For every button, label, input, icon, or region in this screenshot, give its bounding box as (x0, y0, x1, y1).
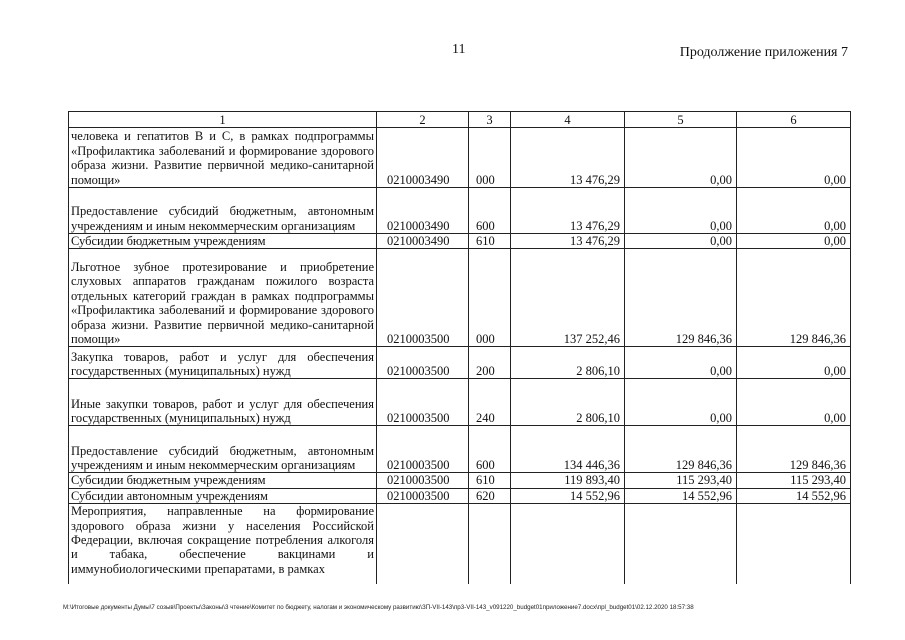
column-header: 3 (469, 112, 511, 128)
row-code: 0210003490 (377, 234, 469, 249)
table-row (69, 488, 851, 503)
row-value-col6: 14 552,96 (737, 488, 851, 503)
table-row (69, 426, 851, 473)
table-row (69, 504, 851, 584)
row-name: Мероприятия, направленные на формирование здорового образа жизни у населения Российской Федерации, включая сокращение потребления алкоголя и табака, обеспечение вакцинами и иммунобиологическими препаратами, в рамках (69, 504, 377, 584)
row-type: 610 (469, 473, 511, 488)
row-value-col6: 0,00 (737, 188, 851, 234)
row-value-col6: 129 846,36 (737, 249, 851, 347)
table-header-row (69, 112, 851, 128)
row-name: Льготное зубное протезирование и приобретение слуховых аппаратов гражданам пожилого возраста отдельных категорий граждан в рамках подпрограммы «Профилактика заболеваний и формирование здорового образа жизни. Развитие первичной медико-санитарной помощи» (69, 249, 377, 347)
row-value-col6: 129 846,36 (737, 426, 851, 473)
row-name: Закупка товаров, работ и услуг для обеспечения государственных (муниципальных) нужд (69, 347, 377, 379)
column-header: 5 (625, 112, 737, 128)
budget-table (68, 111, 851, 584)
row-value-col5: 0,00 (625, 188, 737, 234)
row-code: 0210003500 (377, 473, 469, 488)
row-value-col5: 0,00 (625, 379, 737, 426)
column-header: 6 (737, 112, 851, 128)
row-type: 620 (469, 488, 511, 503)
row-code: 0210003500 (377, 488, 469, 503)
column-header: 2 (377, 112, 469, 128)
table-row (69, 188, 851, 234)
page-number: 11 (452, 42, 466, 57)
table-row (69, 128, 851, 188)
row-value-col4: 13 476,29 (511, 188, 625, 234)
row-value-col6: 0,00 (737, 379, 851, 426)
column-header: 1 (69, 112, 377, 128)
row-value-col5: 14 552,96 (625, 488, 737, 503)
row-value-col6 (737, 504, 851, 584)
row-type: 240 (469, 379, 511, 426)
row-name: Субсидии автономным учреждениям (69, 488, 377, 503)
document-path-footer: M:\Итоговые документы Думы\7 созыв\Проекты\Законы\3 чтение\Комитет по бюджету, налогам и экономическому развитию\ЗП-VII-143\пр3-VII-143_v091220_budget01приложение7.docx\прl_budget01\02.12.2020 18:57:38 (63, 604, 694, 611)
table-row (69, 347, 851, 379)
row-name: Предоставление субсидий бюджетным, автономным учреждениям и иным некоммерческим организациям (69, 426, 377, 473)
row-type: 000 (469, 249, 511, 347)
row-value-col4: 2 806,10 (511, 379, 625, 426)
table-row (69, 473, 851, 488)
row-value-col4: 14 552,96 (511, 488, 625, 503)
row-value-col4: 134 446,36 (511, 426, 625, 473)
table-row (69, 379, 851, 426)
row-value-col5: 129 846,36 (625, 426, 737, 473)
row-value-col4: 13 476,29 (511, 128, 625, 188)
row-value-col6: 0,00 (737, 347, 851, 379)
row-code: 0210003490 (377, 188, 469, 234)
table-row (69, 249, 851, 347)
row-type: 200 (469, 347, 511, 379)
row-value-col5 (625, 504, 737, 584)
row-code: 0210003500 (377, 379, 469, 426)
row-code (377, 504, 469, 584)
row-name: Субсидии бюджетным учреждениям (69, 234, 377, 249)
row-name: Иные закупки товаров, работ и услуг для обеспечения государственных (муниципальных) нужд (69, 379, 377, 426)
row-value-col4: 137 252,46 (511, 249, 625, 347)
row-type: 000 (469, 128, 511, 188)
row-value-col6: 0,00 (737, 128, 851, 188)
row-value-col5: 129 846,36 (625, 249, 737, 347)
row-value-col4: 13 476,29 (511, 234, 625, 249)
column-header: 4 (511, 112, 625, 128)
row-value-col6: 0,00 (737, 234, 851, 249)
continuation-label: Продолжение приложения 7 (679, 45, 848, 60)
row-code: 0210003500 (377, 347, 469, 379)
row-value-col6: 115 293,40 (737, 473, 851, 488)
row-value-col5: 0,00 (625, 128, 737, 188)
row-type: 600 (469, 188, 511, 234)
row-name: человека и гепатитов В и С, в рамках подпрограммы «Профилактика заболеваний и формирование здорового образа жизни. Развитие первичной медико-санитарной помощи» (69, 128, 377, 188)
row-value-col5: 115 293,40 (625, 473, 737, 488)
table-row (69, 234, 851, 249)
row-value-col5: 0,00 (625, 234, 737, 249)
row-value-col4: 119 893,40 (511, 473, 625, 488)
row-value-col4 (511, 504, 625, 584)
row-code: 0210003500 (377, 426, 469, 473)
row-code: 0210003500 (377, 249, 469, 347)
row-type: 610 (469, 234, 511, 249)
row-name: Субсидии бюджетным учреждениям (69, 473, 377, 488)
row-value-col4: 2 806,10 (511, 347, 625, 379)
row-type (469, 504, 511, 584)
row-code: 0210003490 (377, 128, 469, 188)
row-value-col5: 0,00 (625, 347, 737, 379)
row-type: 600 (469, 426, 511, 473)
row-name: Предоставление субсидий бюджетным, автономным учреждениям и иным некоммерческим организациям (69, 188, 377, 234)
